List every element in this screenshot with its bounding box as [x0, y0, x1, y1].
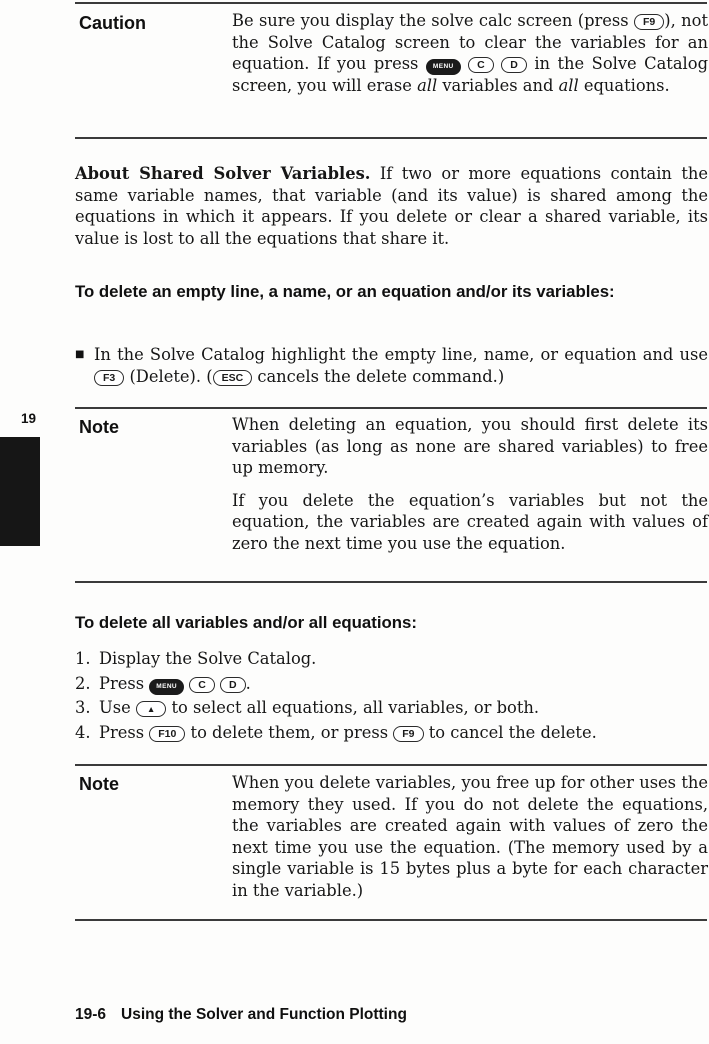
key-menu-icon: MENU: [149, 679, 184, 695]
section-heading-delete-one: To delete an empty line, a name, or an equation and/or its variables:: [75, 282, 615, 301]
bullet-square-icon: ■: [75, 349, 85, 360]
italic-text: all: [417, 76, 438, 96]
note-label: Note: [79, 774, 119, 794]
note-body: [232, 772, 708, 902]
step-number: 2.: [75, 673, 91, 693]
step-item: [75, 721, 708, 746]
bullet-item: [75, 344, 708, 387]
divider: [75, 407, 707, 409]
key-f10-icon: F10: [149, 726, 185, 742]
key-c-icon: C: [189, 677, 215, 693]
caution-body: Be sure you display the solve calc screen (press F9 ), not the Solve Catalog screen to clear the variables for an equation. If you press MENU C D in the Solve Catalog screen, you will erase all variables and all equations.: [232, 11, 708, 96]
divider: [75, 919, 707, 921]
step-body: Display the Solve Catalog.: [99, 649, 317, 668]
step-item: [75, 696, 708, 721]
key-d-icon: D: [501, 57, 527, 73]
steps-list: [75, 647, 708, 745]
divider: [75, 2, 707, 4]
divider: [75, 137, 707, 139]
key-f9-icon: F9: [393, 726, 423, 742]
key-c-icon: C: [468, 57, 494, 73]
step-body: Press F10 to delete them, or press F9 to cancel the delete.: [99, 722, 597, 742]
step-body: Press MENU C D .: [99, 673, 251, 693]
step-item: [75, 672, 708, 697]
step-body: Use ▲ to select all equations, all variables, or both.: [99, 698, 540, 717]
note-paragraph: When you delete variables, you free up for other uses the memory they used. If you do not delete the equations, the variables are created again with values of zero the next time you use the equation. (The memory used by a single variable is 15 bytes plus a byte for each character in the variable.): [232, 773, 708, 900]
key-esc-icon: ESC: [213, 370, 253, 386]
chapter-tab-marker: [0, 437, 40, 546]
chapter-tab-number: 19: [21, 411, 37, 426]
section-heading-delete-all: To delete all variables and/or all equations:: [75, 613, 417, 632]
about-shared-paragraph: About Shared Solver Variables. If two or more equations contain the same variable names, that variable (and its value) is shared among the equations in which it appears. If you delete or clear a shared variable, its value is lost to all the equations that share it.: [75, 164, 708, 248]
step-number: 3.: [75, 698, 91, 717]
note-label: Note: [79, 417, 119, 437]
page-footer: [75, 1006, 407, 1024]
note-paragraph: When deleting an equation, you should first delete its variables (as long as none are shared variables) to free up memory.: [232, 415, 708, 478]
footer-page-number: 19-6: [75, 1006, 107, 1023]
key-menu-icon: MENU: [426, 59, 461, 75]
key-d-icon: D: [220, 677, 246, 693]
footer-title: Using the Solver and Function Plotting: [121, 1006, 407, 1023]
step-number: 4.: [75, 722, 91, 742]
key-f9-icon: F9: [634, 14, 664, 30]
bullet-text: In the Solve Catalog highlight the empty line, name, or equation and use F3 (Delete). ( ESC cancels the delete command.): [94, 345, 708, 386]
divider: [75, 581, 707, 583]
key-f3-icon: F3: [94, 370, 124, 386]
step-number: 1.: [75, 649, 91, 668]
note-paragraph: If you delete the equation’s variables but not the equation, the variables are created again with values of zero the next time you use the equation.: [232, 490, 708, 553]
bold-text: About Shared Solver Variables.: [75, 164, 371, 183]
step-item: [75, 647, 708, 672]
note-body: [232, 414, 708, 555]
key-up-arrow-icon: ▲: [136, 701, 166, 717]
divider: [75, 764, 707, 766]
caution-label: Caution: [79, 13, 146, 33]
italic-text: all: [558, 76, 579, 96]
